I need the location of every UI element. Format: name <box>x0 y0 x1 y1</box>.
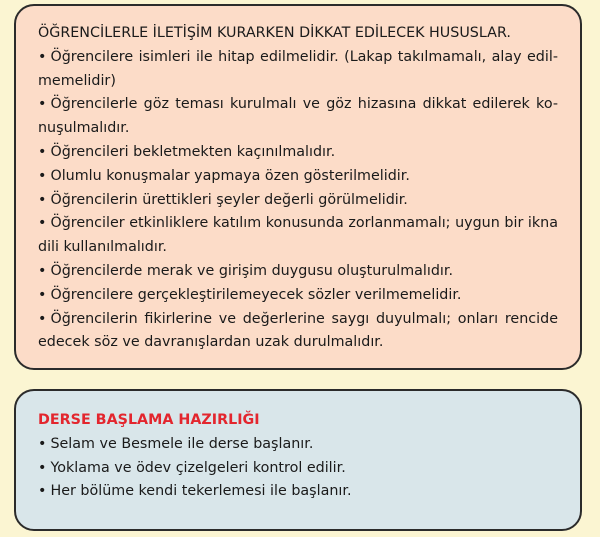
list-item: • Öğrencilerin fikirlerine ve değerlerine saygı duyulmalı; onları rencide edecek söz ve davranışlardan uzak durulmalıdır. <box>38 310 558 351</box>
list-item: • Öğrencileri bekletmekten kaçınılmalıdır. <box>38 143 336 160</box>
list-item: • Yoklama ve ödev çizelgeleri kontrol edilir. <box>38 459 346 476</box>
lesson-start-title: DERSE BAŞLAMA HAZIRLIĞI <box>38 412 260 428</box>
list-item: • Öğrencilerde merak ve girişim duygusu oluşturulmalıdır. <box>38 262 453 279</box>
communication-guidelines-title: ÖĞRENCİLERLE İLETİŞİM KURARKEN DİKKAT EDİLECEK HUSUSLAR. <box>38 25 511 41</box>
lesson-start-preparation-box <box>14 389 582 531</box>
list-item: • Öğrencilere isimleri ile hitap edilmelidir. (Lakap takılmamalı, alay edil-memelidir) <box>38 48 558 89</box>
list-item: • Her bölüme kendi tekerlemesi ile başlanır. <box>38 483 352 500</box>
list-item: • Selam ve Besmele ile derse başlanır. <box>38 435 314 452</box>
communication-guidelines-box <box>14 4 582 370</box>
list-item: • Öğrencilere gerçekleştirilemeyecek sözler verilmemelidir. <box>38 286 462 303</box>
list-item: • Öğrenciler etkinliklere katılım konusunda zorlanmamalı; uygun bir ikna dili kullanılmalıdır. <box>38 215 558 256</box>
list-item: • Öğrencilerle göz teması kurulmalı ve göz hizasına dikkat edilerek ko-nuşulmalıdır. <box>38 96 558 137</box>
list-item: • Öğrencilerin ürettikleri şeyler değerli görülmelidir. <box>38 191 408 208</box>
list-item: • Olumlu konuşmalar yapmaya özen gösterilmelidir. <box>38 167 410 184</box>
